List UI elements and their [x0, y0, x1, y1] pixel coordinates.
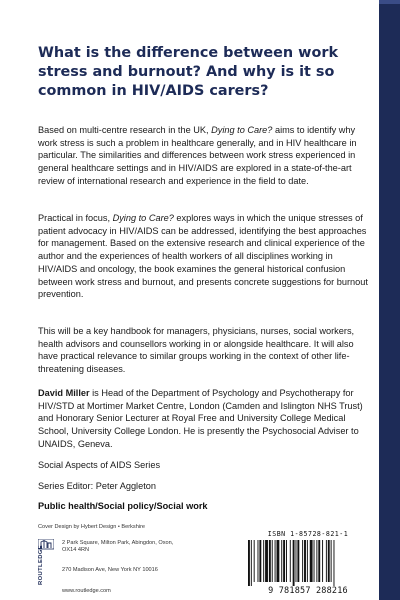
- barcode-bar: [259, 540, 261, 582]
- barcode-bar: [302, 540, 303, 582]
- barcode-bar: [316, 540, 317, 582]
- barcode-bar: [296, 540, 297, 582]
- author-bio-text: is Head of the Department of Psychology and Psychotherapy for HIV/STD at Mortimer Market Centre, London (Camden and Islington NHS Trust) and Honorary Senior Lecturer at Royal Free and University College Medical School, University College London. He is presently the Psychosocial Adviser to UNAIDS, Geneva.: [38, 388, 363, 449]
- barcode-bar: [286, 540, 287, 582]
- barcode-graphic: [246, 540, 370, 586]
- description-paragraph-2: [38, 212, 373, 301]
- barcode-bar: [263, 540, 264, 582]
- p2-before: Practical in focus,: [38, 213, 113, 223]
- publisher-website: www.routledge.com: [62, 588, 111, 594]
- barcode-bar: [248, 540, 250, 586]
- barcode-bar: [251, 540, 252, 586]
- barcode-bar: [272, 540, 273, 582]
- publisher-address-uk: 2 Park Square, Milton Park, Abingdon, Oxon, OX14 4RN: [62, 540, 174, 554]
- barcode-bar: [322, 540, 323, 582]
- subject-category: Public health/Social policy/Social work: [38, 501, 208, 511]
- barcode-bar: [254, 540, 255, 582]
- barcode-bar: [314, 540, 315, 582]
- barcode-bar: [318, 540, 320, 582]
- barcode-bar: [307, 540, 308, 582]
- barcode-bar: [277, 540, 280, 582]
- isbn-label: ISBN 1-85728-821-1: [267, 530, 349, 538]
- barcode-bar: [331, 540, 332, 582]
- cover-heading: What is the difference between work stress and burnout? And why is it so common in HIV/AIDS carers?: [38, 45, 339, 99]
- barcode-bar: [326, 540, 327, 582]
- barcode-bar: [281, 540, 282, 582]
- barcode-bar: [269, 540, 271, 582]
- p1-before: Based on multi-centre research in the UK,: [38, 125, 212, 135]
- description-paragraph-3: This will be a key handbook for managers, physicians, nurses, social workers, health advisors and counsellors working in or alongside healthcare. It will also have practical relevance to similar groups working in the context of other life-threatening diseases.: [38, 326, 355, 375]
- barcode-bar: [310, 540, 313, 582]
- barcode-bar: [304, 540, 306, 582]
- p1-book-title: Dying to Care?: [211, 125, 273, 135]
- series-name: Social Aspects of AIDS Series: [38, 460, 161, 470]
- publisher-address-us: 270 Madison Ave, New York NY 10016: [62, 567, 158, 573]
- series-editor: Series Editor: Peter Aggleton: [38, 481, 156, 491]
- barcode-bar: [290, 540, 291, 582]
- description-paragraph-1: [38, 124, 373, 188]
- cover-design-credit: Cover Design by Hybert Design • Berkshire: [38, 524, 146, 530]
- barcode-bar: [265, 540, 268, 582]
- barcode-digits: 9 781857 288216: [268, 586, 348, 596]
- barcode-bar: [258, 540, 259, 582]
- barcode-bar: [334, 540, 335, 586]
- p2-after: explores ways in which the unique stresses of patient advocacy in HIV/AIDS can be addressed, identifying the best approaches for management. Based on the extensive research and clinical experience of the author and the experiences of health workers of all disciplines working in HIV/AIDS and oncology, the book examines the general historical confusion between work stress and burnout, and presents concrete suggestions for burnout prevention.: [38, 213, 368, 300]
- spine-band: [379, 0, 400, 600]
- barcode-bar: [283, 540, 285, 582]
- barcode-bar: [293, 540, 295, 586]
- barcode-bar: [275, 540, 276, 582]
- p2-book-title: Dying to Care?: [112, 213, 174, 223]
- spine-accent: [379, 0, 400, 4]
- p1-after: aims to identify why work stress is such a problem in healthcare generally, and in HIV healthcare in particular. The similarities and differences between work stress experienced in general healthcare settings and in HIV/AIDS are explored in a state-of-the-art review of international research and experience in the field to date.: [38, 125, 357, 186]
- author-name: David Miller: [38, 388, 90, 398]
- author-bio: [38, 387, 373, 451]
- barcode-bar: [297, 540, 299, 582]
- barcode-bar: [328, 540, 330, 582]
- publisher-logo-text: ROUTLEDGE: [38, 545, 44, 585]
